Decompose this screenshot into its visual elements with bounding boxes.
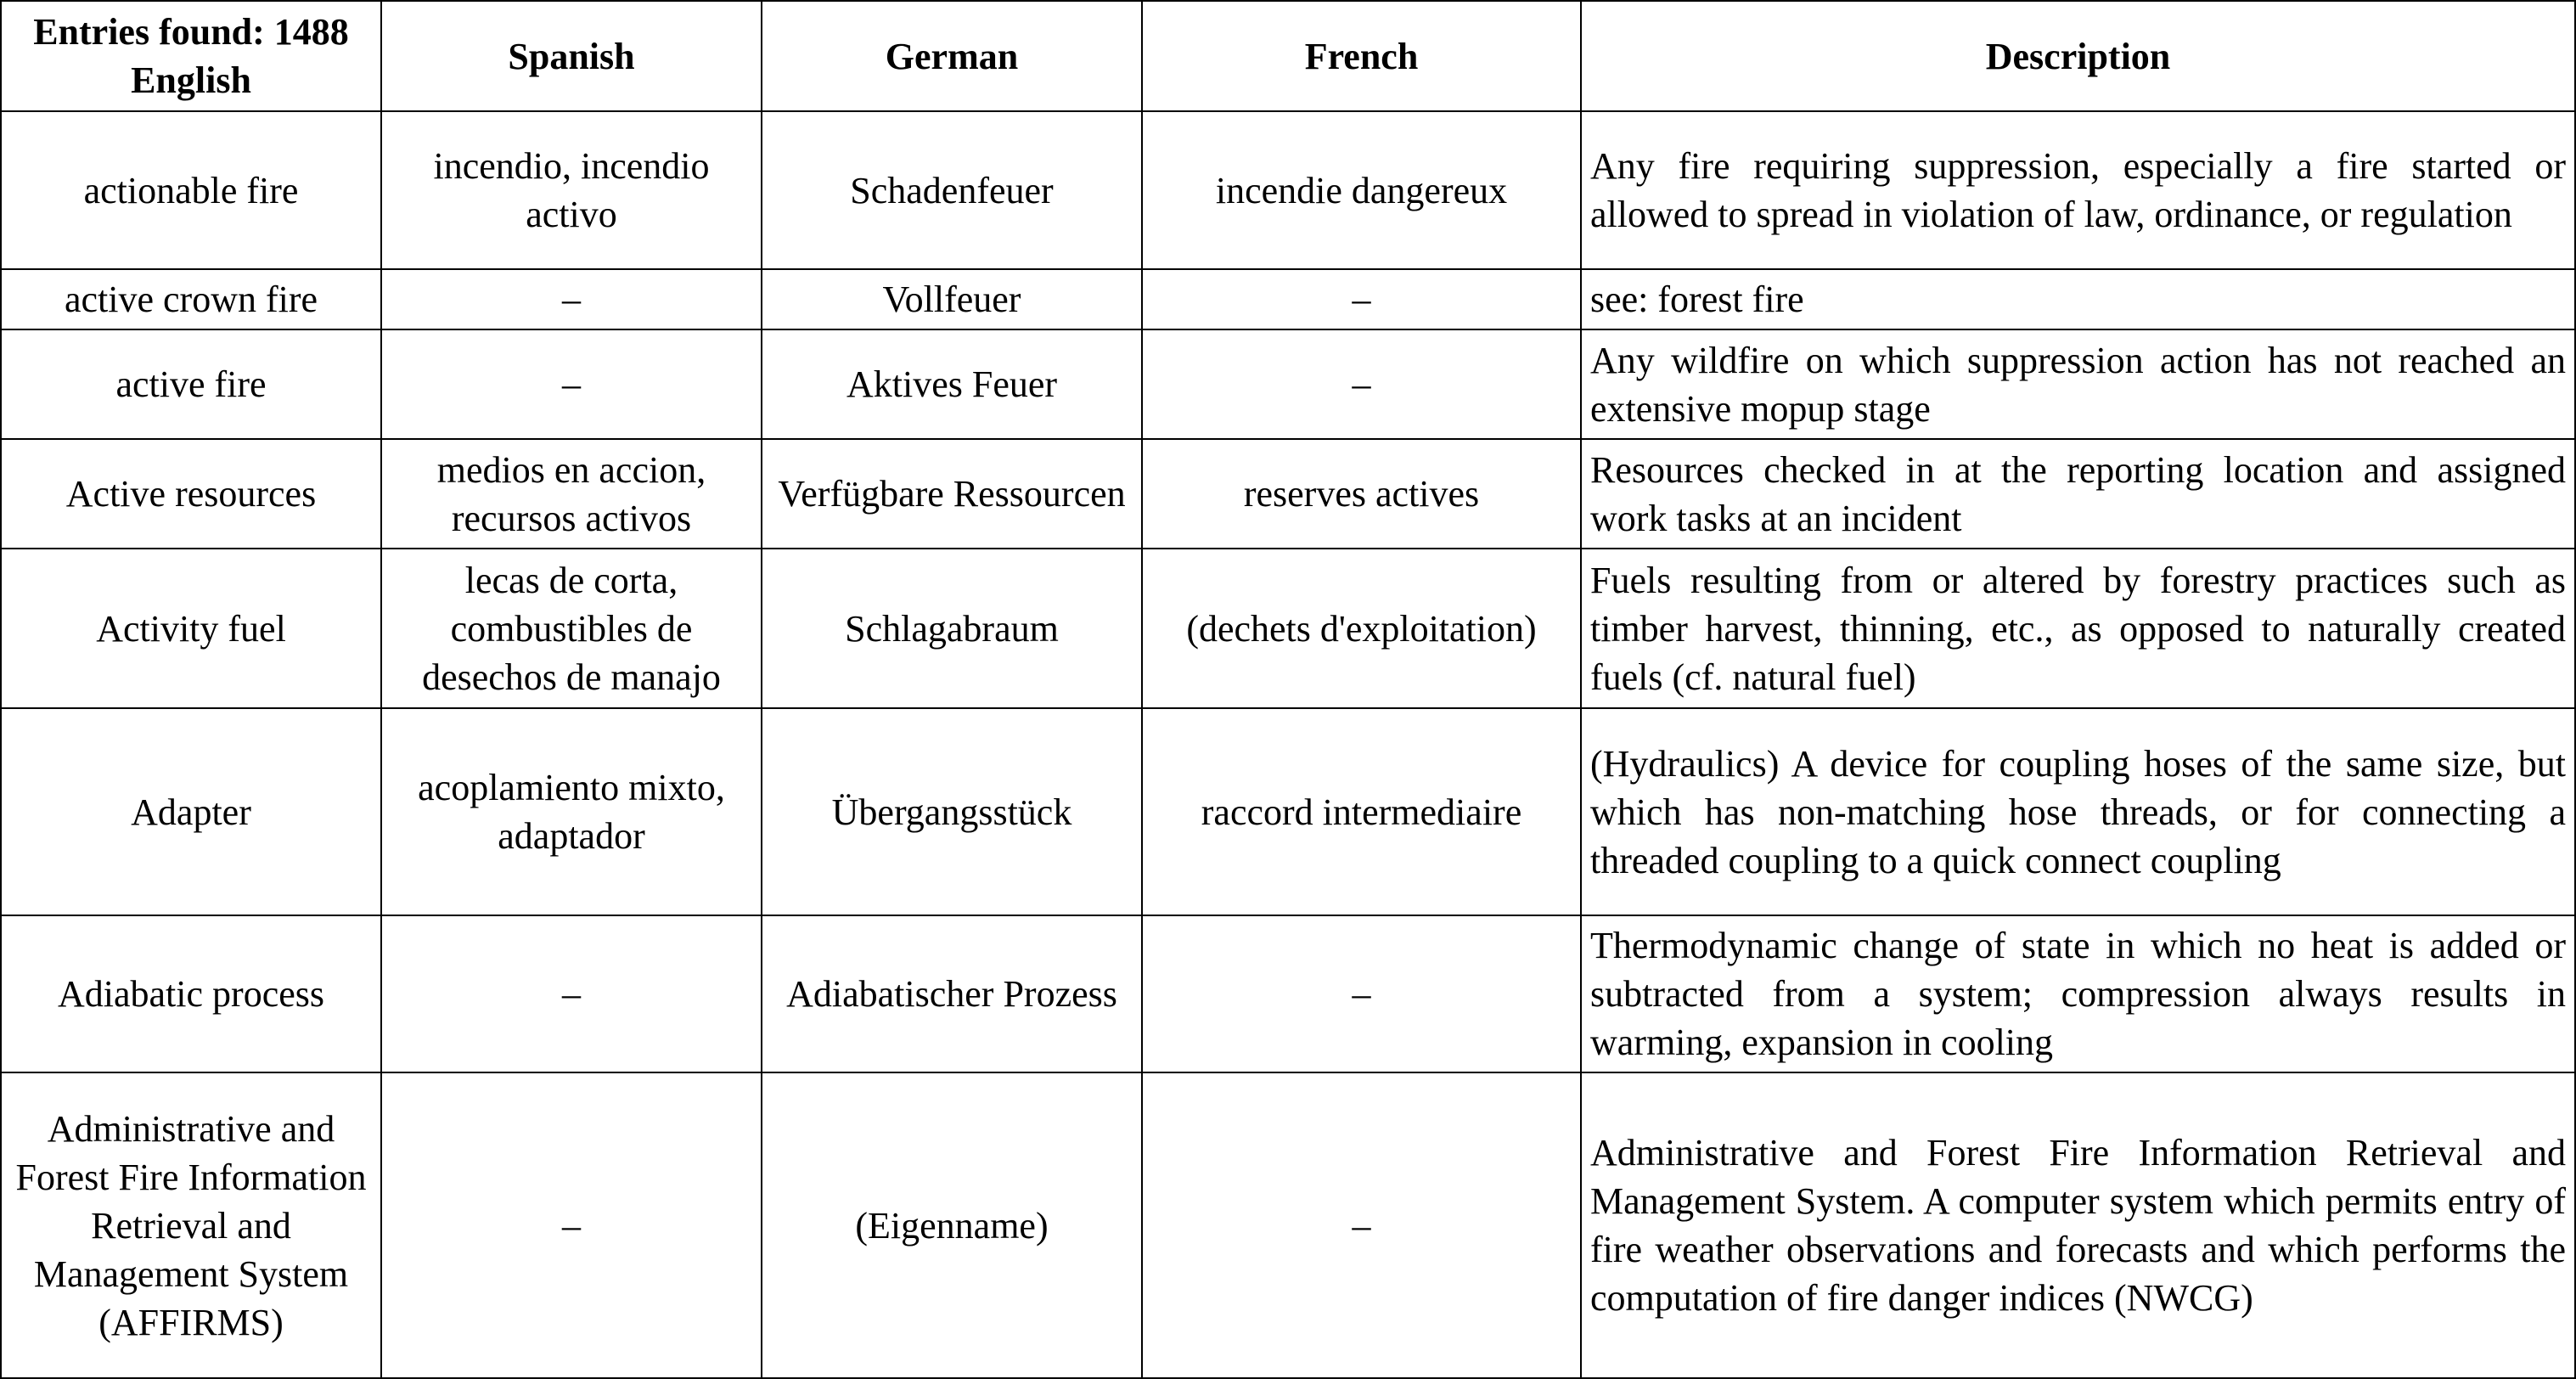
table-row xyxy=(1,1072,2575,1378)
cell-spanish: medios en accion, recursos activos xyxy=(381,439,762,549)
header-description: Description xyxy=(1581,1,2575,111)
cell-german: Schadenfeuer xyxy=(762,111,1142,269)
cell-english: Adapter xyxy=(1,708,381,915)
cell-english: Administrative and Forest Fire Information Retrieval and Management System (AFFIRMS) xyxy=(1,1072,381,1378)
header-english: Entries found: 1488 English xyxy=(1,1,381,111)
cell-german: Übergangsstück xyxy=(762,708,1142,915)
cell-english: Active resources xyxy=(1,439,381,549)
cell-german: Verfügbare Ressourcen xyxy=(762,439,1142,549)
header-french: French xyxy=(1142,1,1581,111)
cell-german: Aktives Feuer xyxy=(762,329,1142,439)
table-header xyxy=(1,1,2575,111)
table-row xyxy=(1,915,2575,1072)
cell-spanish: – xyxy=(381,269,762,329)
cell-german: Vollfeuer xyxy=(762,269,1142,329)
cell-english: actionable fire xyxy=(1,111,381,269)
cell-french: – xyxy=(1142,329,1581,439)
cell-french: – xyxy=(1142,269,1581,329)
cell-description: Thermodynamic change of state in which no heat is added or subtracted from a system; compression always results in warming, expansion in cooling xyxy=(1581,915,2575,1072)
cell-german: Adiabatischer Prozess xyxy=(762,915,1142,1072)
cell-english: Activity fuel xyxy=(1,549,381,708)
cell-german: (Eigenname) xyxy=(762,1072,1142,1378)
cell-description: Administrative and Forest Fire Information Retrieval and Management System. A computer system which permits entry of fire weather observations and forecasts and which performs the computation of fire danger indices (NWCG) xyxy=(1581,1072,2575,1378)
cell-description: Any wildfire on which suppression action has not reached an extensive mopup stage xyxy=(1581,329,2575,439)
cell-spanish: lecas de corta, combustibles de desechos de manajo xyxy=(381,549,762,708)
cell-description: Any fire requiring suppression, especially a fire started or allowed to spread in violation of law, ordinance, or regulation xyxy=(1581,111,2575,269)
table-row xyxy=(1,708,2575,915)
header-spanish: Spanish xyxy=(381,1,762,111)
table-row xyxy=(1,549,2575,708)
cell-english: Adiabatic process xyxy=(1,915,381,1072)
cell-spanish: incendio, incendio activo xyxy=(381,111,762,269)
cell-german: Schlagabraum xyxy=(762,549,1142,708)
header-row xyxy=(1,1,2575,111)
cell-french: raccord intermediaire xyxy=(1142,708,1581,915)
table-row xyxy=(1,439,2575,549)
table-row xyxy=(1,269,2575,329)
cell-spanish: – xyxy=(381,329,762,439)
cell-description: Resources checked in at the reporting location and assigned work tasks at an incident xyxy=(1581,439,2575,549)
table-row xyxy=(1,329,2575,439)
cell-french: – xyxy=(1142,1072,1581,1378)
table-body xyxy=(1,111,2575,1378)
cell-french: (dechets d'exploitation) xyxy=(1142,549,1581,708)
cell-english: active crown fire xyxy=(1,269,381,329)
cell-french: incendie dangereux xyxy=(1142,111,1581,269)
cell-description: Fuels resulting from or altered by forestry practices such as timber harvest, thinning, etc., as opposed to naturally created fuels (cf. natural fuel) xyxy=(1581,549,2575,708)
cell-french: reserves actives xyxy=(1142,439,1581,549)
cell-spanish: – xyxy=(381,1072,762,1378)
cell-english: active fire xyxy=(1,329,381,439)
cell-description: (Hydraulics) A device for coupling hoses of the same size, but which has non-matching hose threads, or for connecting a threaded coupling to a quick connect coupling xyxy=(1581,708,2575,915)
table-row xyxy=(1,111,2575,269)
cell-description: see: forest fire xyxy=(1581,269,2575,329)
header-german: German xyxy=(762,1,1142,111)
cell-spanish: acoplamiento mixto, adaptador xyxy=(381,708,762,915)
cell-spanish: – xyxy=(381,915,762,1072)
cell-french: – xyxy=(1142,915,1581,1072)
